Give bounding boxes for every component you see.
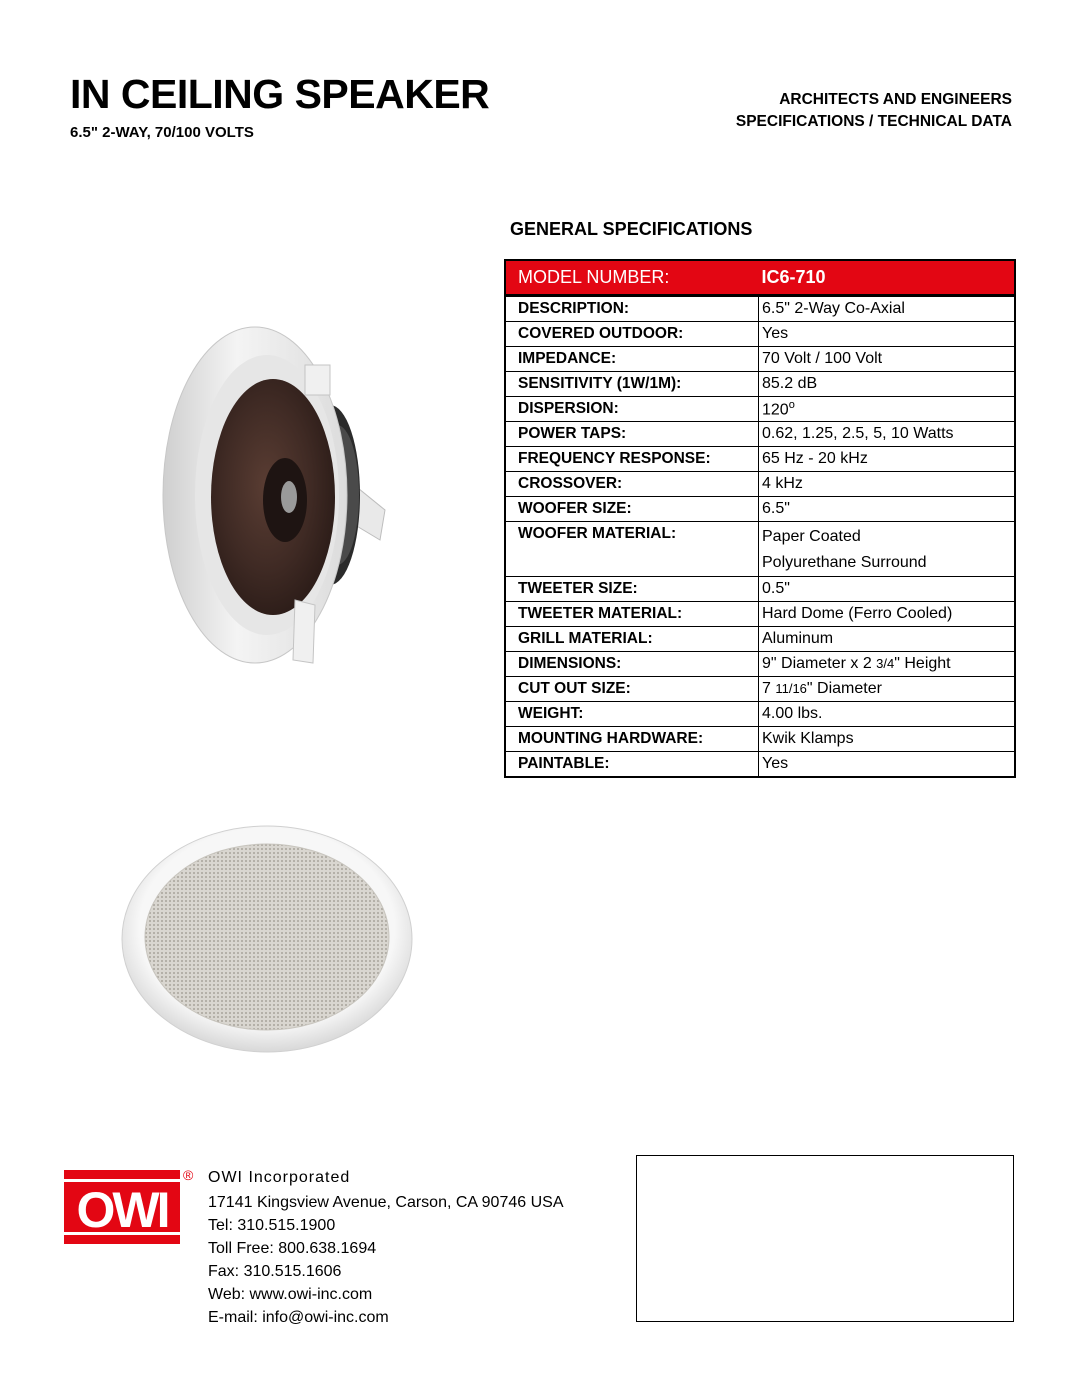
- table-row: [505, 372, 1015, 397]
- spec-value: Kwik Klamps: [759, 727, 1016, 752]
- table-row: [505, 627, 1015, 652]
- cutout-post: " Diameter: [806, 680, 882, 697]
- woofer-material-line2: Polyurethane Surround: [762, 554, 927, 571]
- page-subtitle: 6.5" 2-WAY, 70/100 VOLTS: [70, 124, 254, 141]
- spec-value: [759, 522, 1016, 577]
- woofer-material-line1: Paper Coated: [762, 528, 861, 545]
- address: 17141 Kingsview Avenue, Carson, CA 90746 USA: [208, 1194, 564, 1211]
- spec-label: TWEETER MATERIAL:: [505, 602, 759, 627]
- table-row: [505, 296, 1015, 322]
- table-row: [505, 602, 1015, 627]
- table-row: [505, 397, 1015, 422]
- table-row: [505, 522, 1015, 577]
- spec-label: IMPEDANCE:: [505, 347, 759, 372]
- spec-value: 85.2 dB: [759, 372, 1016, 397]
- table-row: [505, 752, 1015, 778]
- table-row: [505, 727, 1015, 752]
- spec-label: CUT OUT SIZE:: [505, 677, 759, 702]
- spec-value: 70 Volt / 100 Volt: [759, 347, 1016, 372]
- table-row: [505, 347, 1015, 372]
- dimensions-pre: 9" Diameter x 2: [762, 655, 877, 672]
- spec-value: Yes: [759, 322, 1016, 347]
- table-row: [505, 677, 1015, 702]
- spec-value: Hard Dome (Ferro Cooled): [759, 602, 1016, 627]
- spec-label: CROSSOVER:: [505, 472, 759, 497]
- cutout-pre: 7: [762, 680, 776, 697]
- spec-label: WEIGHT:: [505, 702, 759, 727]
- spec-label: POWER TAPS:: [505, 422, 759, 447]
- dimensions-fraction: 3/4: [876, 656, 895, 671]
- owi-logo: [64, 1170, 180, 1244]
- document-type-heading: [736, 89, 1012, 133]
- section-heading: GENERAL SPECIFICATIONS: [510, 219, 753, 239]
- dealer-stamp-box: [636, 1155, 1014, 1322]
- spec-value: [759, 677, 1016, 702]
- model-number-label: MODEL NUMBER:: [505, 260, 759, 296]
- speaker-rear-photo: [155, 325, 395, 670]
- model-number-value: IC6-710: [759, 260, 1016, 296]
- spec-table: [504, 259, 1016, 778]
- spec-value: 4.00 lbs.: [759, 702, 1016, 727]
- spec-value: 0.5": [759, 577, 1016, 602]
- spec-label: MOUNTING HARDWARE:: [505, 727, 759, 752]
- cutout-fraction: 11/16: [775, 681, 807, 696]
- page-title: IN CEILING SPEAKER: [70, 71, 490, 117]
- spec-value: 65 Hz - 20 kHz: [759, 447, 1016, 472]
- company-name: OWI Incorporated: [208, 1169, 351, 1186]
- header-right-line1: ARCHITECTS AND ENGINEERS: [779, 91, 1012, 108]
- logo-text: OWI: [76, 1182, 168, 1238]
- spec-label: DISPERSION:: [505, 397, 759, 422]
- spec-label: DESCRIPTION:: [505, 296, 759, 322]
- dispersion-value: 120: [762, 401, 789, 419]
- spec-label: WOOFER SIZE:: [505, 497, 759, 522]
- registered-mark: ®: [183, 1167, 194, 1183]
- table-row: [505, 652, 1015, 677]
- telephone: Tel: 310.515.1900: [208, 1217, 336, 1234]
- spec-value: 4 kHz: [759, 472, 1016, 497]
- spec-value: [759, 397, 1016, 422]
- table-row: [505, 497, 1015, 522]
- table-row: [505, 422, 1015, 447]
- table-row: [505, 447, 1015, 472]
- toll-free: Toll Free: 800.638.1694: [208, 1240, 377, 1257]
- spec-value: Aluminum: [759, 627, 1016, 652]
- fax: Fax: 310.515.1606: [208, 1263, 342, 1280]
- website: Web: www.owi-inc.com: [208, 1286, 373, 1303]
- email: E-mail: info@owi-inc.com: [208, 1309, 389, 1326]
- spec-value: 0.62, 1.25, 2.5, 5, 10 Watts: [759, 422, 1016, 447]
- model-number-row: [505, 260, 1015, 296]
- degree-mark: o: [788, 398, 795, 411]
- speaker-grill-photo: [120, 823, 415, 1055]
- spec-label: SENSITIVITY (1W/1M):: [505, 372, 759, 397]
- spec-label: TWEETER SIZE:: [505, 577, 759, 602]
- dimensions-post: " Height: [894, 655, 951, 672]
- spec-value: Yes: [759, 752, 1016, 778]
- spec-value: [759, 652, 1016, 677]
- contact-info: [208, 1191, 564, 1329]
- spec-label: DIMENSIONS:: [505, 652, 759, 677]
- table-row: [505, 322, 1015, 347]
- spec-label: GRILL MATERIAL:: [505, 627, 759, 652]
- table-row: [505, 702, 1015, 727]
- spec-label: FREQUENCY RESPONSE:: [505, 447, 759, 472]
- spec-label: COVERED OUTDOOR:: [505, 322, 759, 347]
- header-right-line2: SPECIFICATIONS / TECHNICAL DATA: [735, 113, 1012, 130]
- spec-label: WOOFER MATERIAL:: [505, 522, 759, 577]
- spec-label: PAINTABLE:: [505, 752, 759, 778]
- spec-value: 6.5": [759, 497, 1016, 522]
- spec-value: 6.5" 2-Way Co-Axial: [759, 296, 1016, 322]
- table-row: [505, 472, 1015, 497]
- table-row: [505, 577, 1015, 602]
